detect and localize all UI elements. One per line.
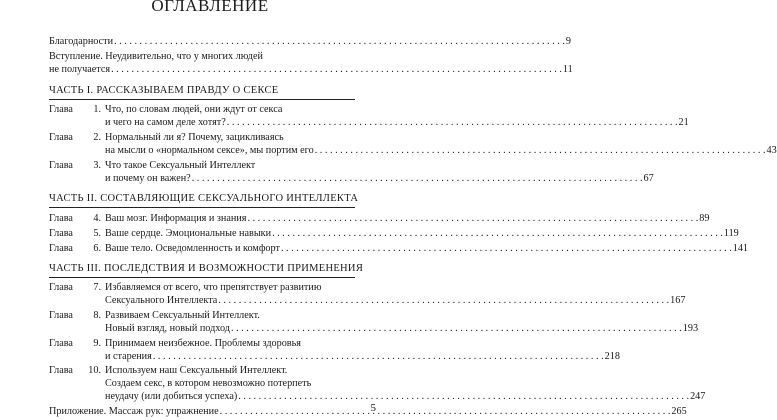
entry-text: Благодарности [49,36,114,47]
entry-text: Нормальный ли я? Почему, зацикливаясь [105,132,284,143]
page-title: ОГЛАВЛЕНИЕ [151,0,269,15]
entry-text: Принимаем неизбежное. Проблемы здоровья [105,338,301,349]
chapter-label: Глава [49,365,73,376]
page-number: 21 [678,117,689,128]
part-heading-1: ЧАСТЬ I. РАССКАЗЫВАЕМ ПРАВДУ О СЕКСЕ [49,85,279,96]
page-folio: 5 [370,402,376,414]
toc-entry-chapter-4 [49,212,710,225]
chapter-number: 9. [93,338,101,349]
entry-text: и почему он важен? [105,173,191,184]
entry-text: Что такое Сексуальный Интеллект [105,160,256,171]
leader-dots [114,35,565,48]
entry-text: Приложение. Массаж рук: упражнение [49,406,219,417]
entry-text: и чего на самом деле хотят? [105,117,226,128]
leader-dots [238,390,689,403]
toc-entry-chapter-7 [49,281,355,294]
toc-entry-chapter-2 [49,131,355,144]
toc-entry-chapter-9-cont [49,350,620,363]
toc-entry-chapter-10 [49,364,355,377]
chapter-number: 4. [93,213,101,224]
page-number: 67 [643,173,654,184]
part-divider [49,207,355,208]
entry-text: Ваш мозг. Информация и знания [105,213,247,224]
leader-dots [315,144,766,157]
toc-entry-chapter-9 [49,337,355,350]
part-heading-3: ЧАСТЬ III. ПОСЛЕДСТВИЯ И ВОЗМОЖНОСТИ ПРИМЕНЕНИЯ [49,263,364,274]
leader-dots [231,322,682,335]
leader-dots [247,212,698,225]
part-divider [49,277,355,278]
entry-text: на мысли о «нормальном сексе», мы портим его [105,145,314,156]
toc-entry-chapter-8-cont [49,322,699,335]
leader-dots [272,227,723,240]
toc-entry-chapter-10-cont-2 [49,390,706,403]
toc-entry-introduction [49,50,355,63]
leader-dots [153,350,604,363]
chapter-number: 5. [93,228,101,239]
chapter-label: Глава [49,338,73,349]
toc-entry-chapter-1 [49,103,355,116]
chapter-label: Глава [49,243,73,254]
toc-entry-chapter-6 [49,242,749,255]
toc-entry-chapter-10-cont [49,377,355,390]
page-number: 265 [671,406,687,417]
chapter-number: 6. [93,243,101,254]
toc-entry-introduction-cont [49,63,573,76]
chapter-number: 1. [93,104,101,115]
toc-entry-chapter-7-cont [49,294,686,307]
page-number: 9 [565,36,571,47]
chapter-label: Глава [49,228,73,239]
entry-text: Используем наш Сексуальный Интеллект. [105,365,288,376]
page-number: 167 [670,295,686,306]
entry-text: не получается [49,64,111,75]
page-number: 218 [604,351,620,362]
part-heading-2: ЧАСТЬ II. СОСТАВЛЯЮЩИЕ СЕКСУАЛЬНОГО ИНТЕЛЛЕКТА [49,193,359,204]
chapter-number: 2. [93,132,101,143]
chapter-label: Глава [49,282,73,293]
leader-dots [111,63,562,76]
toc-entry-chapter-3-cont [49,172,654,185]
entry-text: Создаем секс, в котором невозможно потерпеть [105,378,312,389]
toc-entry-chapter-5 [49,227,739,240]
chapter-number: 7. [93,282,101,293]
chapter-number: 10. [88,365,101,376]
entry-text: Ваше сердце. Эмоциональные навыки [105,228,272,239]
chapter-number: 8. [93,310,101,321]
chapter-label: Глава [49,310,73,321]
entry-text: Сексуального Интеллекта [105,295,218,306]
page-number: 11 [562,64,573,75]
entry-text: Новый взгляд, новый подход [105,323,230,334]
entry-text: Вступление. Неудивительно, что у многих людей [49,51,263,62]
toc-entry-chapter-8 [49,309,355,322]
leader-dots [218,294,669,307]
page-number: 89 [699,213,710,224]
page-number: 247 [690,391,706,402]
chapter-label: Глава [49,132,73,143]
entry-text: Ваше тело. Осведомленность и комфорт [105,243,280,254]
leader-dots [220,405,671,418]
page-number: 43 [766,145,777,156]
entry-text: и старения [105,351,152,362]
toc-entry-chapter-2-cont [49,144,777,157]
chapter-label: Глава [49,213,73,224]
leader-dots [192,172,643,185]
leader-dots [227,116,678,129]
toc-entry-chapter-3 [49,159,355,172]
entry-text: Что, по словам людей, они ждут от секса [105,104,283,115]
page-number: 193 [682,323,699,334]
toc-entry-acknowledgements [49,35,571,48]
leader-dots [281,242,732,255]
toc-entry-appendix [49,405,687,418]
entry-text: неудачу (или добиться успеха) [105,391,238,402]
chapter-label: Глава [49,160,73,171]
chapter-number: 3. [93,160,101,171]
part-divider [49,99,355,100]
page-number: 141 [732,243,749,254]
entry-text: Развиваем Сексуальный Интеллект. [105,310,260,321]
chapter-label: Глава [49,104,73,115]
page-number: 119 [723,228,739,239]
toc-entry-chapter-1-cont [49,116,689,129]
entry-text: Избавляемся от всего, что препятствует развитию [105,282,322,293]
